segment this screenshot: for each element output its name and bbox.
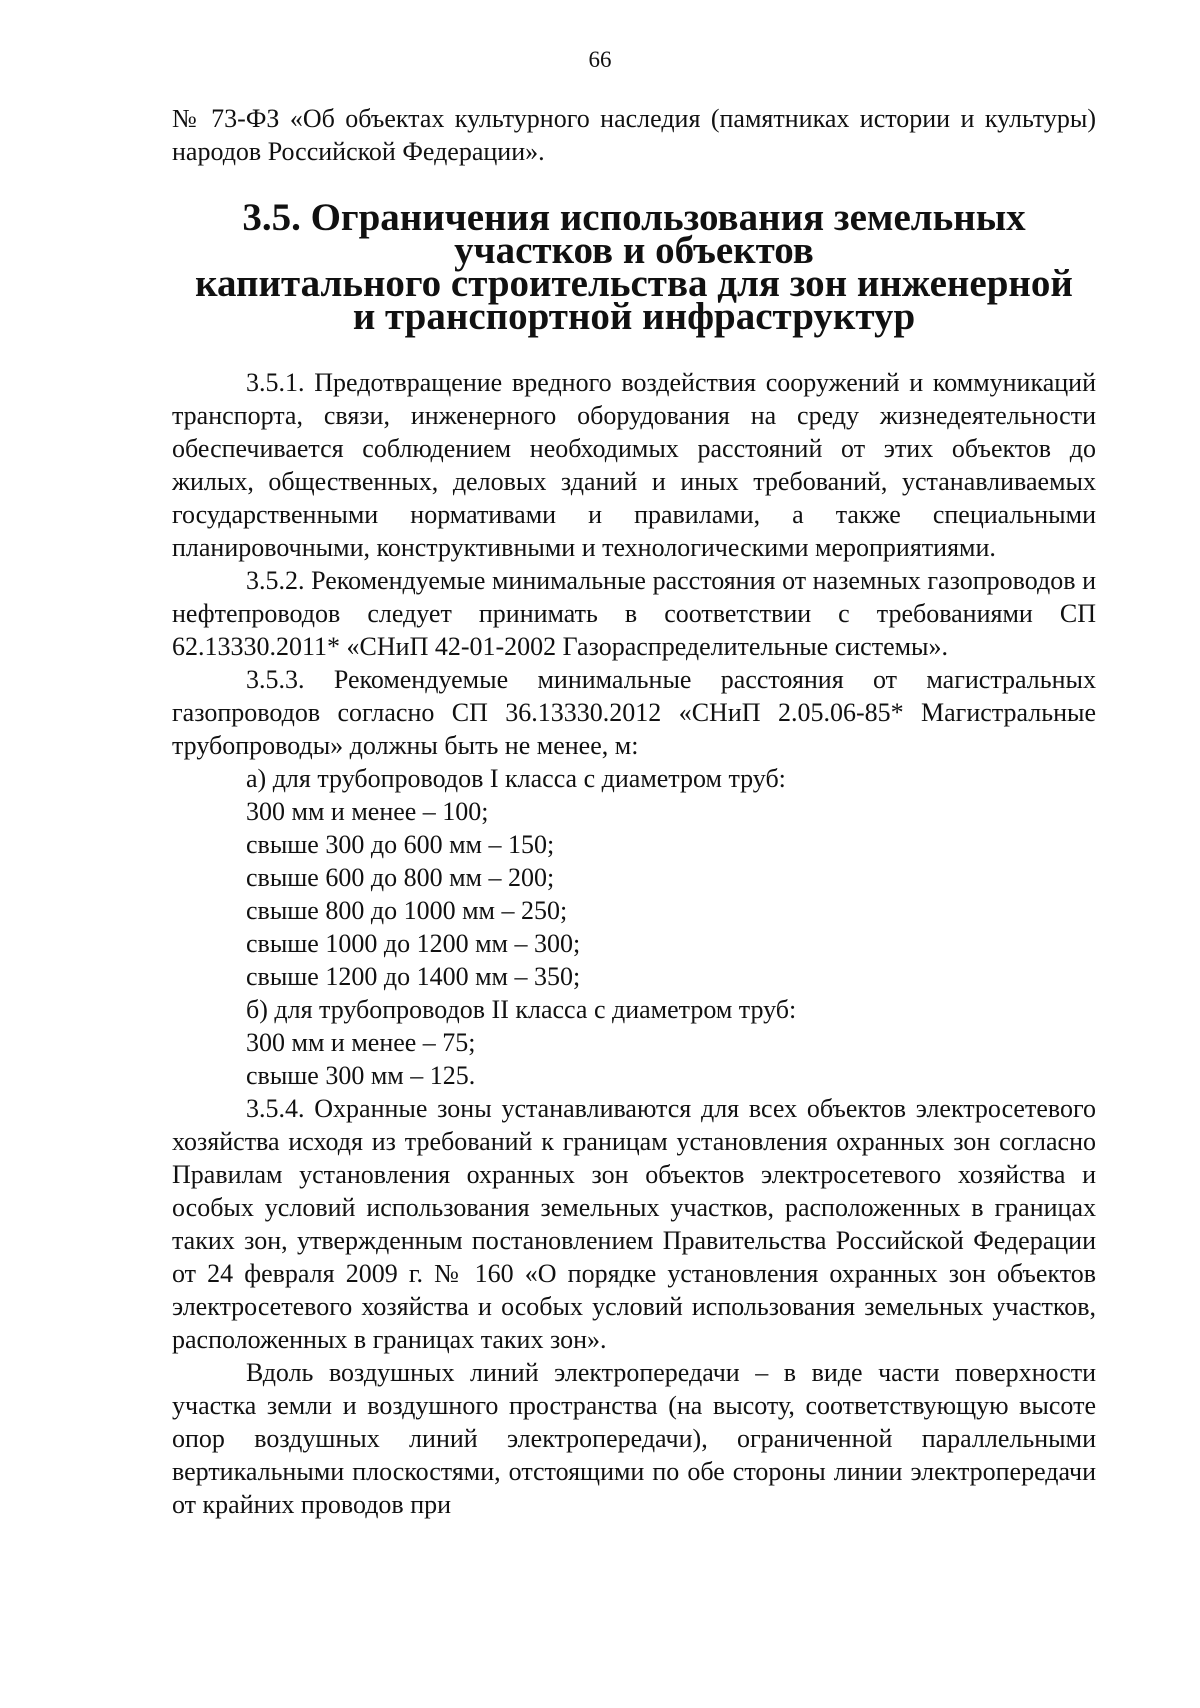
list-item: свыше 800 до 1000 мм – 250; xyxy=(246,896,568,925)
paragraph-3-5-4: 3.5.4. Охранные зоны устанавливаются для всех объектов электросетевого хозяйства исходя из требований к границам установления охранных зон согласно Правилам установления охранных зон объектов электросетевого хозяйства и особых условий использования земельных участков, расположенных в границах таких зон, утвержденным постановлением Правительства Российской Федерации от 24 февраля 2009 г. № 160 «О порядке установления охранных зон объектов электросетевого хозяйства и особых условий использования земельных участков, расположенных в границах таких зон». xyxy=(172,1094,1096,1354)
distance-list-class-2 xyxy=(172,993,1096,1092)
list-header-class-1: а) для трубопроводов I класса с диаметром труб: xyxy=(246,764,786,793)
section-heading-line: 3.5. Ограничения использования земельных участков и объектов xyxy=(242,196,1026,272)
list-header-class-2: б) для трубопроводов II класса с диаметром труб: xyxy=(246,995,797,1024)
list-item: 300 мм и менее – 100; xyxy=(246,797,489,826)
paragraph-3-5-3: 3.5.3. Рекомендуемые минимальные расстояния от магистральных газопроводов согласно СП 36.13330.2012 «СНиП 2.05.06-85* Магистральные трубопроводы» должны быть не менее, м: xyxy=(172,665,1096,760)
list-item: 300 мм и менее – 75; xyxy=(246,1028,476,1057)
distance-list-class-1 xyxy=(172,762,1096,993)
section-heading-line: капитального строительства для зон инженерной xyxy=(195,262,1073,305)
paragraph-power-lines: Вдоль воздушных линий электропередачи – в виде части поверхности участка земли и воздушного пространства (на высоту, соответствующую высоте опор воздушных линий электропередачи), ограниченной параллельными вертикальными плоскостями, отстоящими по обе стороны линии электропередачи от крайних проводов при xyxy=(172,1358,1096,1519)
page-number: 66 xyxy=(588,47,612,72)
section-heading-line: и транспортной инфраструктур xyxy=(352,295,916,338)
list-item: свыше 600 до 800 мм – 200; xyxy=(246,863,555,892)
paragraph-3-5-2: 3.5.2. Рекомендуемые минимальные расстояния от наземных газопроводов и нефтепроводов следует принимать в соответствии с требованиями СП 62.13330.2011* «СНиП 42-01-2002 Газораспределительные системы». xyxy=(172,566,1096,661)
intro-paragraph: № 73-ФЗ «Об объектах культурного наследия (памятниках истории и культуры) народов Российской Федерации». xyxy=(172,104,1096,166)
list-item: свыше 300 мм – 125. xyxy=(246,1061,476,1090)
page-content xyxy=(172,102,1096,1521)
list-item: свыше 300 до 600 мм – 150; xyxy=(246,830,555,859)
list-item: свыше 1200 до 1400 мм – 350; xyxy=(246,962,581,991)
list-item: свыше 1000 до 1200 мм – 300; xyxy=(246,929,581,958)
section-heading xyxy=(172,196,1096,338)
paragraph-3-5-1: 3.5.1. Предотвращение вредного воздействия сооружений и коммуникаций транспорта, связи, инженерного оборудования на среду жизнедеятельности обеспечивается соблюдением необходимых расстояний от этих объектов до жилых, общественных, деловых зданий и иных требований, устанавливаемых государственными нормативами и правилами, а также специальными планировочными, конструктивными и технологическими мероприятиями. xyxy=(172,368,1096,562)
